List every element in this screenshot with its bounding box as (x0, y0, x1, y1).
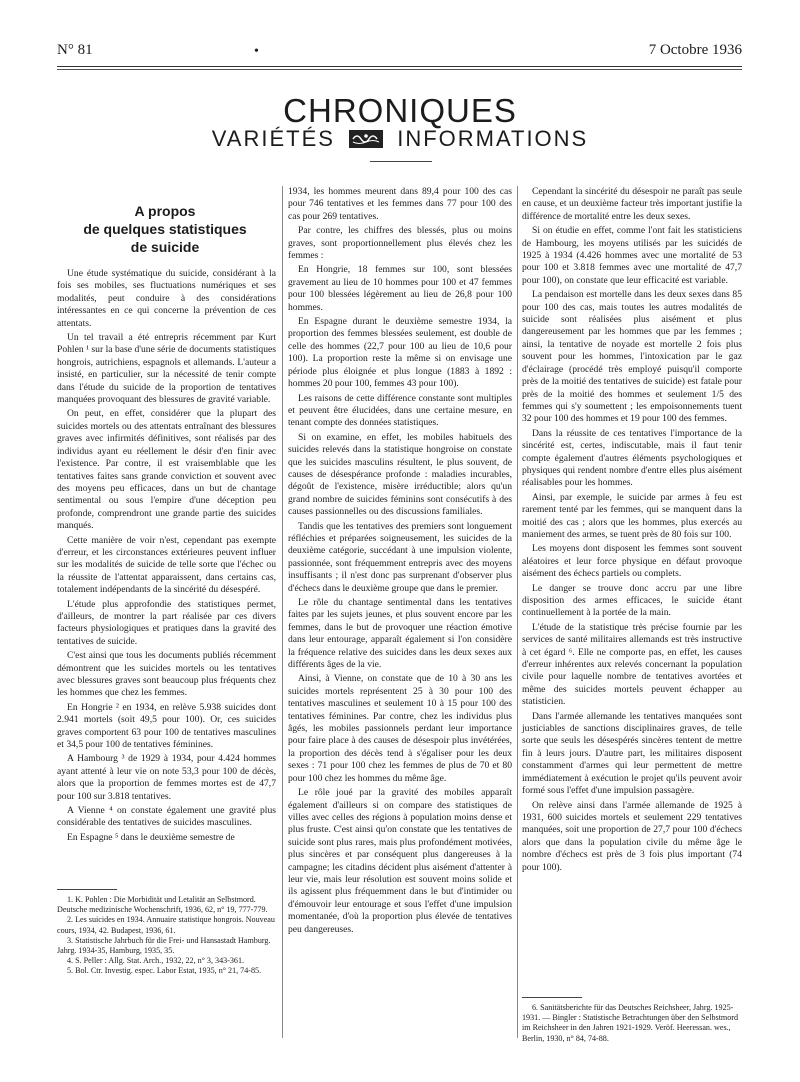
footnote: 3. Statistische Jahrbuch für die Frei- und Hansastadt Hamburg. Jahrg. 1934-35, Hamburg, 1935, 35. (57, 935, 271, 956)
paragraph: On relève ainsi dans l'armée allemande de 1925 à 1931, 600 suicides mortels et seulement 229 tentatives manquées, soit une proportion de 27,7 pour 100 d'échecs alors que dans la population civile du même âge le nombre d'échecs est près de 3 fois plus important (74 pour 100). (522, 799, 742, 873)
paragraph: Le rôle du chantage sentimental dans les tentatives faites par les sujets jeunes, et plus souvent encore par les femmes, dans le but de provoquer une réaction émotive dans leur entourage, apparaît également si l'on considère la fréquence relative des suicides dans les deux sexes aux différents âges de la vie. (288, 597, 512, 671)
column-separator-2 (517, 186, 518, 1038)
paragraph: En Espagne ⁵ dans le deuxième semestre de (67, 831, 235, 843)
footnote-rule-1 (57, 889, 117, 890)
article-title-line: A propos (134, 203, 196, 219)
paragraph: Le danger se trouve donc accru par une libre disposition des armes efficaces, le suicide étant continuellement à la portée de la main. (522, 582, 742, 619)
ornament-icon (349, 130, 383, 148)
column-2 (288, 186, 512, 938)
paragraph: On peut, en effet, considérer que la plupart des suicides mortels ou des attentats entraînant des blessures graves avec infirmités définitives, sont réalisés par des individus ayant eu réellement le désir d'en finir avec l'existence. Par contre, il est vraisemblable que les tentatives faites sans grande conviction et souvent avec des moyens peu efficaces, dans un but de chantage sentimental ou sous l'empire d'une déception peu profonde, comprendront une grande partie des suicides manqués. (57, 408, 276, 532)
section-subtitle (0, 126, 800, 152)
title-underline (370, 161, 432, 162)
footnote: 4. S. Peller : Allg. Stat. Arch., 1932, 22, n° 3, 343-361. (67, 956, 245, 966)
footnotes-column-1 (57, 895, 276, 977)
article-title-line: de quelques statistiques (83, 221, 247, 237)
paragraph: Une étude systématique du suicide, considérant à la fois ses mobiles, ses fluctuations numériques et ses modalités, peut conduire à des considérations intéressantes en ce qui concerne la prévention de ces attentats. (57, 268, 276, 329)
paragraph: Les raisons de cette différence constante sont multiples et peuvent être élucidées, dans une certaine mesure, en tenant compte des données statistiques. (288, 392, 512, 429)
paragraph: L'étude plus approfondie des statistiques permet, d'ailleurs, de montrer la part réalisée par ces divers facteurs physiologiques et pratiques dans la gravité des tentatives de suicide. (57, 598, 276, 647)
paragraph: La pendaison est mortelle dans les deux sexes dans 85 pour 100 des cas, mais toutes les autres modalités de suicide sont réalisées plus aisément et plus dangereusement par les hommes que par les femmes ; ainsi, la tentative de noyade est mortelle 2 fois plus souvent pour les hommes, l'intoxication par le gaz d'éclairage (procédé très employé puisqu'il comporte près de la moitié des tentatives de suicide) est fatale pour près de la moitié des hommes et seulement 1/5 des femmes qui s'y soumettent ; les empoisonnements tuent 32 pour 100 des hommes et 19 pour 100 des femmes. (522, 289, 742, 425)
paragraph: Cette manière de voir n'est, cependant pas exempte d'erreur, et les circonstances extérieures peuvent influer sur les modalités de suicide de telle sorte que l'échec ou la réussite de l'attentat apparaissent, dans certains cas, totalement indépendants de la sincérité du désespéré. (57, 534, 276, 596)
paragraph: Tandis que les tentatives des premiers sont longuement réfléchies et préparées soigneusement, les suicides de la deuxième catégorie, succédant à une impulsion violente, passionnée, sont fréquemment entrepris avec des moyens insuffisants ; il n'est donc pas surprenant d'observer plus d'échecs dans le deuxième groupe que dans le premier. (288, 520, 512, 594)
paragraph: A Vienne ⁴ on constate également une gravité plus considérable des tentatives de suicides masculines. (57, 805, 276, 829)
paragraph: En Hongrie, 18 femmes sur 100, sont blessées gravement au lieu de 10 hommes pour 100 et 47 femmes pour 100 blessées légèrement au lieu de 26,8 pour 100 hommes. (288, 264, 512, 313)
paragraph: En Espagne durant le deuxième semestre 1934, la proportion des femmes blessées seulement, est double de celle des hommes (22,7 pour 100 au lieu de 10,6 pour 100). La proportion reste la même si on envisage une période plus éloignée et plus longue (1883 à 1892 : hommes 20 pour 100, femmes 43 pour 100). (288, 316, 512, 390)
paragraph: Dans la réussite de ces tentatives l'importance de la sincérité est, certes, indiscutable, mais il faut tenir compte également d'autres éléments psychologiques et physiques qui rendent nombre d'entre elles plus aisément réalisables pour les hommes. (522, 427, 742, 489)
subtitle-right-word: INFORMATIONS (397, 126, 589, 151)
paragraph: Le rôle joué par la gravité des mobiles apparaît également d'ailleurs si on compare des statistiques de villes avec celles des régions à population moins dense et plus fruste. C'est ainsi qu'on constate que les tentatives de suicide sont plus rares, mais plus profondément motivées, plus sincères et par conséquent plus dangereuses à la campagne; les citadins décident plus aisément d'attenter à leur vie, mais leur résolution est souvent moins solide et ils agissent plus fréquemment dans le but d'intimider ou d'émouvoir leur entourage et sous l'effet d'une impulsion momentanée, d'où la proportion plus élevée de tentatives peu dangereuses. (288, 787, 512, 935)
paragraph: Ainsi, à Vienne, on constate que de 10 à 30 ans les suicides mortels représentent 25 à 30 pour 100 des tentatives masculines et seulement 10 à 15 pour 100 des tentatives féminines. Par contre, chez les individus plus âgés, les mobiles passionnels perdant leur importance pour faire place à des causes de désespoir plus invétérées, la proportion des décès tend à s'égaliser pour les deux sexes : 71 pour 100 chez les femmes de plus de 70 et 80 pour 100 chez les hommes du même âge. (288, 673, 512, 784)
article-title-line: de suicide (130, 239, 200, 255)
column-3 (522, 186, 742, 876)
paragraph: Un tel travail a été entrepris récemment par Kurt Pohlen ¹ sur la base d'une série de documents statistiques hongrois, autrichiens, espagnols et allemands. L'auteur a insisté, en particulier, sur la nécessité de tenir compte dans l'étude du suicide de la proportion de tentatives manquées provoquant des blessures de gravité variable. (57, 332, 276, 406)
paragraph: Ainsi, par exemple, le suicide par armes à feu est rarement tenté par les femmes, qui se manquent dans la moitié des cas ; alors que les hommes, plus exercés au maniement des armes, se tuent près de 80 fois sur 100. (522, 491, 742, 540)
issue-number: N° 81 (57, 42, 93, 58)
header-rule-top (57, 66, 742, 67)
column-separator-1 (282, 186, 283, 1038)
paragraph: En Hongrie ² en 1934, en relève 5.938 suicides dont 2.941 mortels (soit 49,5 pour 100). Or, ces suicides graves comportent 63 pour 100 de tentatives masculines et 34,5 pour 100 de tentatives féminines. (57, 701, 276, 751)
footnotes-column-3 (522, 1003, 742, 1044)
paragraph: Si on étudie en effet, comme l'ont fait les statisticiens de Hambourg, les moyens utilisés par les suicidés de 1925 à 1934 (4.426 hommes avec une mortalité de 53 pour 100 et 3.818 femmes avec une mortalité de 47,7 pour 100), on constate que leur efficacité est variable. (522, 225, 742, 286)
paragraph: 1934, les hommes meurent dans 89,4 pour 100 des cas pour 746 tentatives et les femmes dans 77 pour 100 des cas pour 269 tentatives. (288, 186, 512, 222)
column-1 (57, 268, 276, 846)
paragraph: L'étude de la statistique très précise fournie par les services de santé militaires allemands est très instructive à cet égard ⁶. Elle ne comporte pas, en effet, les causes d'erreur inhérentes aux relevés concernant la population civile pour laquelle nombre de tentatives avortées et même des suicides mortels peuvent échapper au statisticien. (522, 621, 742, 708)
paragraph: Si on examine, en effet, les mobiles habituels des suicides relevés dans la statistique hongroise on constate que les suicides masculins résultent, le plus souvent, de causes de désespérance profonde : maladies incurables, dégoût de l'existence, misère irréductible; alors qu'un grand nombre de suicides féminins sont consécutifs à des causes passionnelles ou des discussions familiales. (288, 431, 512, 518)
paragraph: Les moyens dont disposent les femmes sont souvent aléatoires et leur force physique en défaut provoque aisément des échecs partiels ou complets. (522, 543, 742, 580)
subtitle-left-word: VARIÉTÉS (211, 126, 335, 151)
footnote: 1. K. Pohlen : Die Morbidität und Letalität an Selbstmord. Deutsche medizinische Wochenschrift, 1936, 62, n° 19, 777-779. (57, 895, 268, 915)
issue-date: 7 Octobre 1936 (648, 42, 742, 58)
footnote: 6. Sanitätsberichte für das Deutsches Reichsheer, Jahrg. 1925-1931. — Bingler : Statistische Betrachtungen über den Selbstmord im Reichsheer in den Jahren 1921-1929. Veröf. Heeressan. wes., Berlin, 1930, n° 84, 74-88. (522, 1003, 739, 1043)
paragraph: A Hambourg ³ de 1929 à 1934, pour 4.424 hommes ayant attenté à leur vie on note 53,3 pour 100 de décès, alors que la proportion de femmes mortes est de 47,7 pour 100 sur 3.818 tentatives. (57, 753, 276, 802)
footnote-rule-3 (522, 997, 582, 998)
footnote: 2. Les suicides en 1934. Annuaire statistique hongrois. Nouveau cours, 1934, 42. Budapest, 1936, 61. (57, 915, 275, 935)
page-dot: • (254, 44, 259, 59)
paragraph: Cependant la sincérité du désespoir ne paraît pas seule en cause, et un deuxième facteur très important justifie la différence de mortalité entre les deux sexes. (522, 186, 742, 222)
paragraph: C'est ainsi que tous les documents publiés récemment démontrent que les suicides mortels ou les tentatives avec blessures graves sont beaucoup plus fréquents chez les hommes que chez les femmes. (57, 650, 276, 699)
article-title (80, 202, 250, 256)
paragraph: Dans l'armée allemande les tentatives manquées sont justiciables de sanctions disciplinaires graves, de telle sorte que seuls les désespérés sincères tentent de mettre fin à leurs jours. D'autre part, les militaires disposent constamment d'armes qui leur permettent de mettre immédiatement à exécution le projet qu'ils peuvent avoir formé sous l'effet d'une impulsion passagère. (522, 710, 742, 797)
section-title: CHRONIQUES (283, 92, 517, 129)
header-rule-bottom (57, 69, 742, 70)
footnote: 5. Bol. Ctr. Investig. espec. Labor Estat, 1935, n° 21, 74-85. (67, 966, 262, 976)
paragraph: Par contre, les chiffres des blessés, plus ou moins graves, sont proportionnellement plus élevés chez les femmes : (288, 225, 512, 262)
